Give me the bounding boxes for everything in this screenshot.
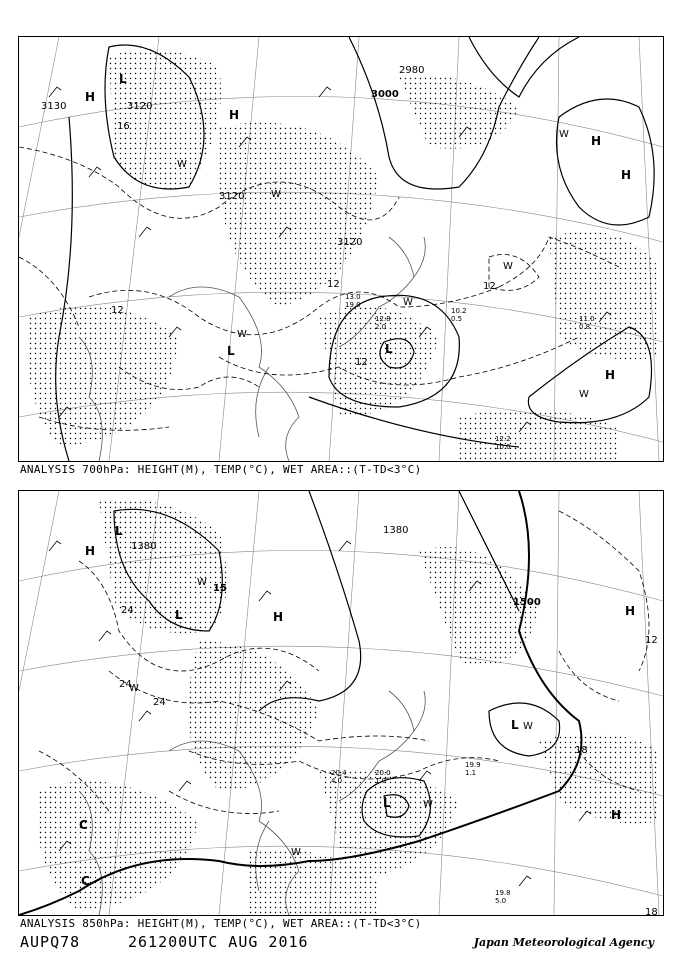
station-temp: 11.0 (579, 315, 595, 323)
high-center: H (605, 368, 616, 382)
isotherm-label: 12 (355, 357, 368, 368)
contour-label: 3120 (219, 191, 245, 202)
isotherm-label: 12 (111, 305, 124, 316)
wet-marker: W (271, 189, 281, 200)
low-center: L (115, 524, 123, 538)
contour-label: 3130 (41, 101, 67, 112)
wet-areas (37, 499, 659, 915)
station-dewpoint: 5.0 (495, 897, 507, 905)
low-center: L (227, 344, 235, 358)
agency-credit: Japan Meteorological Agency (473, 936, 654, 949)
wet-marker: W (559, 129, 569, 140)
high-center: H (229, 108, 240, 122)
wet-marker: W (579, 389, 589, 400)
low-center: L (511, 718, 519, 732)
high-center: H (85, 90, 96, 104)
high-center: H (85, 544, 96, 558)
station-temp: 13.0 (345, 293, 361, 301)
map-panel-700hpa (18, 36, 664, 462)
wet-areas (27, 49, 659, 461)
station-temp: 12.2 (495, 435, 511, 443)
valid-time: 261200UTC AUG 2016 (128, 933, 309, 951)
wet-marker: W (177, 159, 187, 170)
high-center: H (611, 808, 622, 822)
isotherm-label: 24 (153, 697, 166, 708)
wet-marker: W (423, 799, 433, 810)
contour-label: 15 (213, 583, 227, 594)
panel-caption-850hpa: ANALYSIS 850hPa: HEIGHT(M), TEMP(°C), WET AREA::(T-TD<3°C) (20, 917, 422, 930)
wet-marker: W (197, 577, 207, 588)
wet-marker: W (291, 847, 301, 858)
wet-marker: W (403, 297, 413, 308)
map-700hpa (19, 37, 663, 461)
station-dewpoint: 1.0 (375, 777, 387, 785)
contour-label: 1500 (513, 597, 541, 608)
station-dewpoint: 19.0 (345, 301, 361, 309)
isotherm-label: 18 (575, 745, 588, 756)
wet-marker: W (237, 329, 247, 340)
low-center: L (383, 796, 391, 810)
station-dewpoint: 0.8 (579, 323, 591, 331)
isotherm-label: 12 (645, 635, 658, 646)
isotherm-label: 16 (117, 121, 130, 132)
station-dewpoint: 2.0 (375, 323, 387, 331)
panel-caption-700hpa: ANALYSIS 700hPa: HEIGHT(M), TEMP(°C), WET AREA::(T-TD<3°C) (20, 463, 422, 476)
station-dewpoint: 10.0 (495, 443, 511, 451)
map-850hpa (19, 491, 663, 915)
low-center: L (175, 608, 183, 622)
station-temp: 19.9 (465, 761, 481, 769)
station-dewpoint: 1.1 (465, 769, 477, 777)
station-dewpoint: 4.0 (331, 777, 343, 785)
station-temp: 20.4 (331, 769, 347, 777)
cold-center: C (79, 818, 88, 832)
contour-label: 2980 (399, 65, 425, 76)
map-panel-850hpa (18, 490, 664, 916)
isotherm-label: 18 (645, 907, 658, 915)
isotherm-label: 24 (121, 605, 134, 616)
isotherm-label: 12 (483, 281, 496, 292)
wet-marker: W (523, 721, 533, 732)
cold-center: C (81, 874, 90, 888)
station-temp: 20.0 (375, 769, 391, 777)
isotherm-label: 12 (327, 279, 340, 290)
station-dewpoint: 0.5 (451, 315, 463, 323)
contour-label: 1380 (131, 541, 157, 552)
high-center: H (621, 168, 632, 182)
chart-id: AUPQ78 (20, 933, 81, 951)
wet-marker: W (503, 261, 513, 272)
contour-label: 1380 (383, 525, 409, 536)
isotherm-label: 24 (119, 679, 132, 690)
high-center: H (273, 610, 284, 624)
high-center: H (625, 604, 636, 618)
station-temp: 19.8 (495, 889, 511, 897)
station-temp: 12.8 (375, 315, 391, 323)
station-temp: 10.2 (451, 307, 467, 315)
contour-label: 3120 (127, 101, 153, 112)
high-center: H (591, 134, 602, 148)
low-center: L (119, 72, 127, 86)
contour-label: 3120 (337, 237, 363, 248)
wet-marker: W (129, 683, 139, 694)
low-center: L (385, 342, 393, 356)
contour-label: 3000 (371, 89, 399, 100)
